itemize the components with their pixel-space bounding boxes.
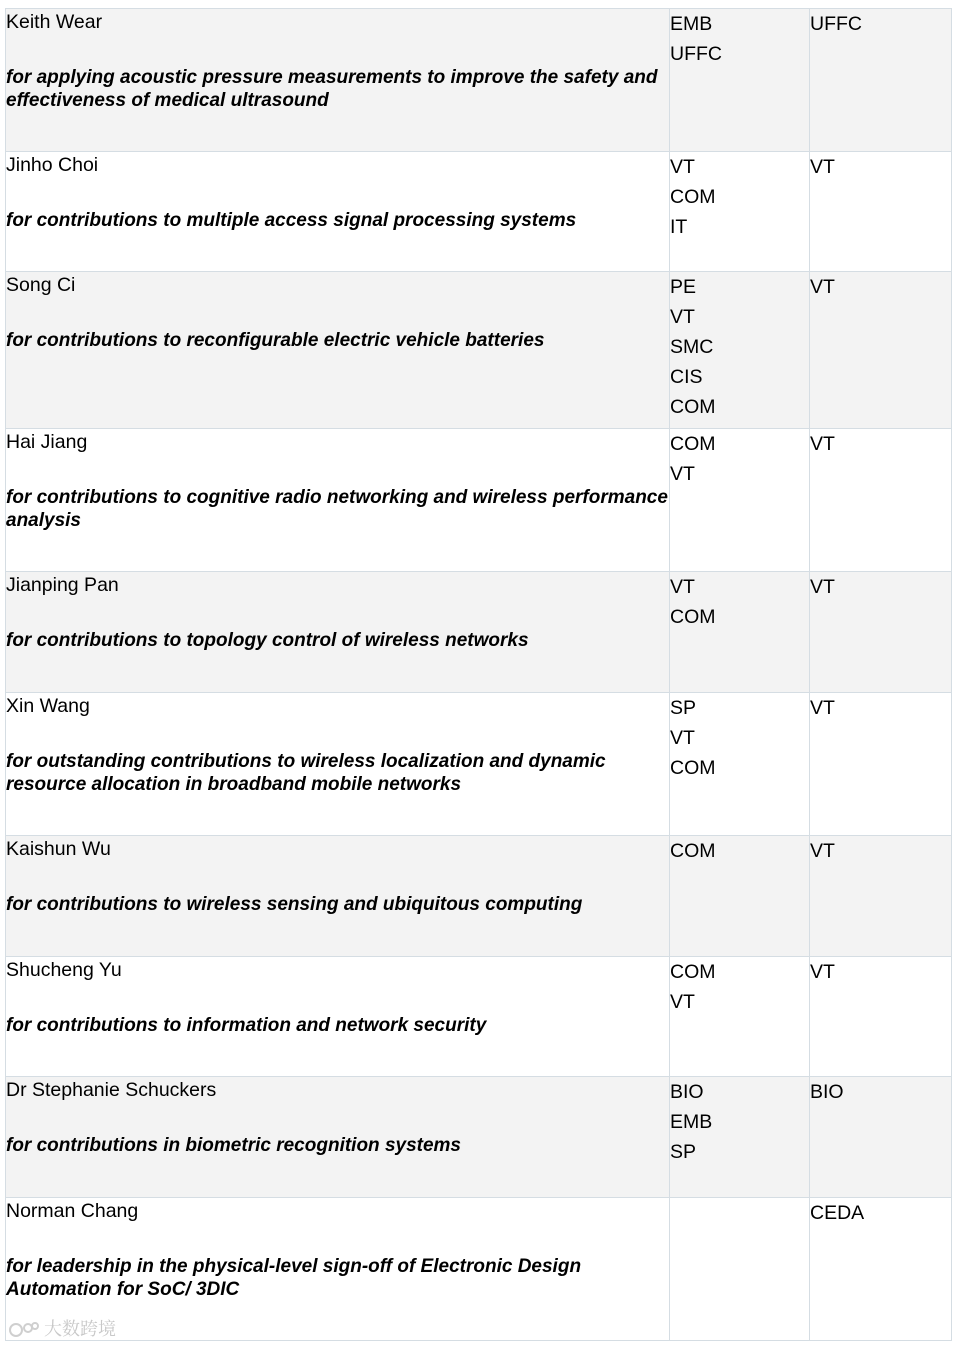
table-row [6,693,952,836]
evaluating-society-tag: VT [810,840,835,862]
fellows-table [5,8,952,1341]
fellow-name: Dr Stephanie Schuckers [6,1079,217,1101]
fellow-citation: for contributions to reconfigurable electric vehicle batteries [6,330,545,351]
societies-cell [670,957,810,1077]
fellow-name: Jinho Choi [6,154,99,176]
fellow-cell [6,152,670,272]
evaluating-society-cell [810,693,952,836]
table-row [6,429,952,572]
evaluating-society-cell [810,836,952,957]
fellow-citation: for outstanding contributions to wireless localization and dynamic resource allocation in broadband mobile networks [6,751,606,795]
society-tag: EMB [670,1111,713,1133]
watermark-logo-icon [8,1319,40,1339]
society-tag: COM [670,186,716,208]
evaluating-society-tag: UFFC [810,13,862,35]
fellow-cell [6,957,670,1077]
table-row [6,836,952,957]
societies-cell [670,572,810,693]
fellow-citation: for leadership in the physical-level sign-off of Electronic Design Automation for SoC/ 3DIC [6,1256,582,1300]
society-tag: BIO [670,1081,704,1103]
fellow-name: Song Ci [6,274,76,296]
fellow-citation: for contributions to information and network security [6,1015,487,1036]
society-tag: COM [670,433,716,455]
society-tag: COM [670,396,716,418]
society-tag: EMB [670,13,713,35]
fellow-citation: for contributions to wireless sensing and ubiquitous computing [6,894,583,915]
fellow-citation: for applying acoustic pressure measurements to improve the safety and effectiveness of medical ultrasound [6,67,658,111]
fellow-name: Xin Wang [6,695,90,717]
society-tag: COM [670,606,716,628]
evaluating-society-tag: VT [810,156,835,178]
fellow-citation: for contributions to topology control of wireless networks [6,630,529,651]
fellow-name: Shucheng Yu [6,959,122,981]
society-tag: SP [670,1141,697,1163]
society-tag: COM [670,961,716,983]
table-row [6,957,952,1077]
fellow-name: Jianping Pan [6,574,119,596]
society-tag: VT [670,991,695,1013]
fellow-cell [6,1077,670,1198]
fellow-citation: for contributions in biometric recognition systems [6,1135,461,1156]
table-row [6,152,952,272]
evaluating-society-tag: VT [810,433,835,455]
societies-cell [670,1198,810,1341]
societies-cell [670,1077,810,1198]
society-tag: VT [670,463,695,485]
fellow-name: Kaishun Wu [6,838,111,860]
fellow-cell [6,9,670,152]
society-tag: SP [670,697,697,719]
evaluating-society-tag: VT [810,576,835,598]
table-row [6,1198,952,1341]
fellow-name: Norman Chang [6,1200,139,1222]
evaluating-society-tag: VT [810,697,835,719]
societies-cell [670,9,810,152]
evaluating-society-cell [810,9,952,152]
watermark-text: 大数跨境 [44,1319,116,1339]
society-tag: SMC [670,336,714,358]
evaluating-society-tag: CEDA [810,1202,865,1224]
societies-cell [670,836,810,957]
evaluating-society-cell [810,1077,952,1198]
society-tag: COM [670,757,716,779]
fellow-citation: for contributions to multiple access signal processing systems [6,210,577,231]
evaluating-society-cell [810,272,952,429]
evaluating-society-cell [810,572,952,693]
society-tag: VT [670,156,695,178]
evaluating-society-cell [810,957,952,1077]
society-tag: IT [670,216,688,238]
table-row [6,272,952,429]
society-tag: VT [670,306,695,328]
fellow-cell [6,693,670,836]
society-tag: CIS [670,366,703,388]
society-tag: VT [670,727,695,749]
evaluating-society-cell [810,429,952,572]
fellows-table-body [6,9,952,1341]
evaluating-society-cell [810,152,952,272]
table-row [6,572,952,693]
fellow-citation: for contributions to cognitive radio networking and wireless performance analysis [6,487,668,531]
societies-cell [670,152,810,272]
evaluating-society-tag: VT [810,961,835,983]
society-tag: VT [670,576,695,598]
evaluating-society-tag: VT [810,276,835,298]
societies-cell [670,272,810,429]
fellow-cell [6,272,670,429]
fellow-cell [6,836,670,957]
evaluating-society-tag: BIO [810,1081,844,1103]
societies-cell [670,693,810,836]
society-tag: COM [670,840,716,862]
fellow-name: Keith Wear [6,11,103,33]
society-tag: UFFC [670,43,722,65]
societies-cell [670,429,810,572]
table-row [6,1077,952,1198]
society-tag: PE [670,276,697,298]
table-row [6,9,952,152]
fellow-name: Hai Jiang [6,431,88,453]
fellow-cell [6,572,670,693]
evaluating-society-cell [810,1198,952,1341]
watermark [8,1318,116,1340]
fellow-cell [6,429,670,572]
